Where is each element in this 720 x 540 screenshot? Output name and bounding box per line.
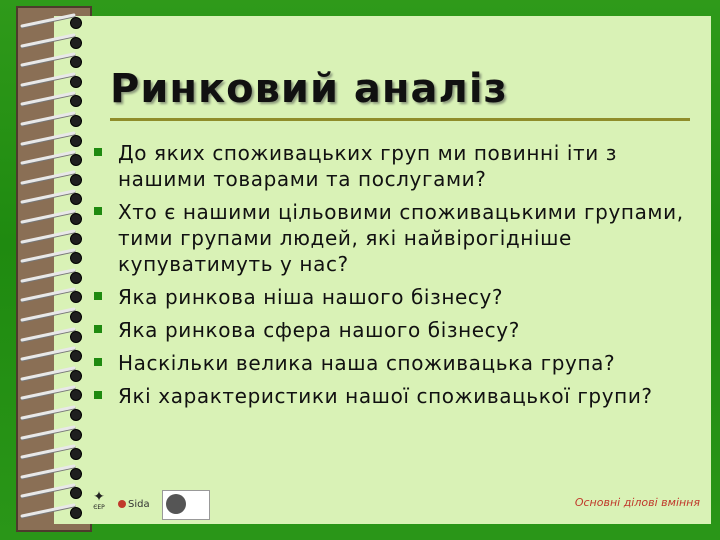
binding-ring-icon: [12, 208, 98, 228]
ring-hole: [70, 213, 82, 225]
binding-ring-icon: [12, 12, 98, 32]
ring-hole: [70, 154, 82, 166]
binding-ring-icon: [12, 267, 98, 287]
ring-hole: [70, 370, 82, 382]
bullet-text: До яких споживацьких груп ми повинні іти з нашими товарами та послугами?: [118, 141, 618, 191]
ring-hole: [70, 37, 82, 49]
binding-ring-icon: [12, 130, 98, 150]
ring-wire: [20, 444, 75, 459]
square-bullet-icon: [94, 207, 102, 215]
bullet-item: [92, 284, 704, 310]
bullet-text: Хто є нашими цільовими споживацькими групами, тими групами людей, які найвірогідніше купуватимуть у нас?: [118, 200, 684, 276]
binding-ring-icon: [12, 228, 98, 248]
ring-wire: [20, 13, 75, 28]
ring-wire: [20, 52, 75, 67]
binding-ring-icon: [12, 90, 98, 110]
ring-hole: [70, 350, 82, 362]
ring-wire: [20, 464, 75, 479]
binding-ring-icon: [12, 188, 98, 208]
ring-hole: [70, 507, 82, 519]
ring-wire: [20, 209, 75, 224]
partner-logo: [162, 490, 210, 520]
binding-ring-icon: [12, 443, 98, 463]
binding-ring-icon: [12, 365, 98, 385]
ring-hole: [70, 468, 82, 480]
ring-wire: [20, 170, 75, 185]
binding-ring-icon: [12, 404, 98, 424]
binding-ring-icon: [12, 169, 98, 189]
ring-hole: [70, 95, 82, 107]
square-bullet-icon: [94, 391, 102, 399]
ring-hole: [70, 331, 82, 343]
ring-hole: [70, 174, 82, 186]
ring-wire: [20, 111, 75, 126]
ring-wire: [20, 327, 75, 342]
ring-hole: [70, 409, 82, 421]
binding-ring-icon: [12, 306, 98, 326]
binding-ring-icon: [12, 110, 98, 130]
ring-hole: [70, 56, 82, 68]
binding-ring-icon: [12, 32, 98, 52]
ring-hole: [70, 311, 82, 323]
bullet-text: Наскільки велика наша споживацька група?: [118, 351, 616, 375]
ring-wire: [20, 131, 75, 146]
bullet-item: [92, 317, 704, 343]
binding-ring-icon: [12, 51, 98, 71]
bullet-text: Яка ринкова сфера нашого бізнесу?: [118, 318, 520, 342]
binding-ring-icon: [12, 345, 98, 365]
binding-ring-icon: [12, 149, 98, 169]
footer-caption: Основні ділові вміння: [574, 496, 700, 509]
ring-hole: [70, 291, 82, 303]
ring-wire: [20, 72, 75, 87]
sida-mark-icon: [118, 500, 126, 508]
bullet-item: [92, 383, 704, 409]
ring-hole: [70, 429, 82, 441]
organization-logo: ✦ ЄЕР: [93, 489, 105, 511]
ring-wire: [20, 307, 75, 322]
bullet-item: [92, 199, 704, 277]
square-bullet-icon: [94, 325, 102, 333]
ring-hole: [70, 487, 82, 499]
spiral-binding: [12, 12, 98, 524]
ring-hole: [70, 135, 82, 147]
bullet-item: [92, 350, 704, 376]
ring-wire: [20, 190, 75, 205]
ring-wire: [20, 33, 75, 48]
sponsor-logos: [86, 488, 216, 520]
ring-wire: [20, 150, 75, 165]
ring-hole: [70, 17, 82, 29]
ring-wire: [20, 229, 75, 244]
ring-wire: [20, 268, 75, 283]
binding-ring-icon: [12, 326, 98, 346]
ring-wire: [20, 405, 75, 420]
bullet-list: [92, 140, 704, 416]
ring-hole: [70, 193, 82, 205]
ring-wire: [20, 484, 75, 499]
ring-wire: [20, 425, 75, 440]
portrait-icon: [166, 494, 186, 514]
square-bullet-icon: [94, 148, 102, 156]
ring-wire: [20, 248, 75, 263]
ring-hole: [70, 115, 82, 127]
ring-hole: [70, 76, 82, 88]
binding-ring-icon: [12, 463, 98, 483]
ring-wire: [20, 346, 75, 361]
ring-hole: [70, 233, 82, 245]
ring-hole: [70, 448, 82, 460]
title-rule: [110, 118, 690, 121]
binding-ring-icon: [12, 424, 98, 444]
binding-ring-icon: [12, 247, 98, 267]
slide-title: Ринковий аналіз: [110, 66, 508, 112]
ring-hole: [70, 389, 82, 401]
binding-ring-icon: [12, 71, 98, 91]
bullet-text: Яка ринкова ніша нашого бізнесу?: [118, 285, 504, 309]
ring-wire: [20, 366, 75, 381]
ring-hole: [70, 252, 82, 264]
sida-logo: Sida: [118, 496, 158, 514]
bullet-item: [92, 140, 704, 192]
ring-wire: [20, 503, 75, 518]
ring-wire: [20, 386, 75, 401]
ring-wire: [20, 288, 75, 303]
bullet-text: Які характеристики нашої споживацької групи?: [118, 384, 653, 408]
ring-wire: [20, 92, 75, 107]
ring-hole: [70, 272, 82, 284]
binding-ring-icon: [12, 384, 98, 404]
square-bullet-icon: [94, 358, 102, 366]
binding-ring-icon: [12, 286, 98, 306]
square-bullet-icon: [94, 292, 102, 300]
